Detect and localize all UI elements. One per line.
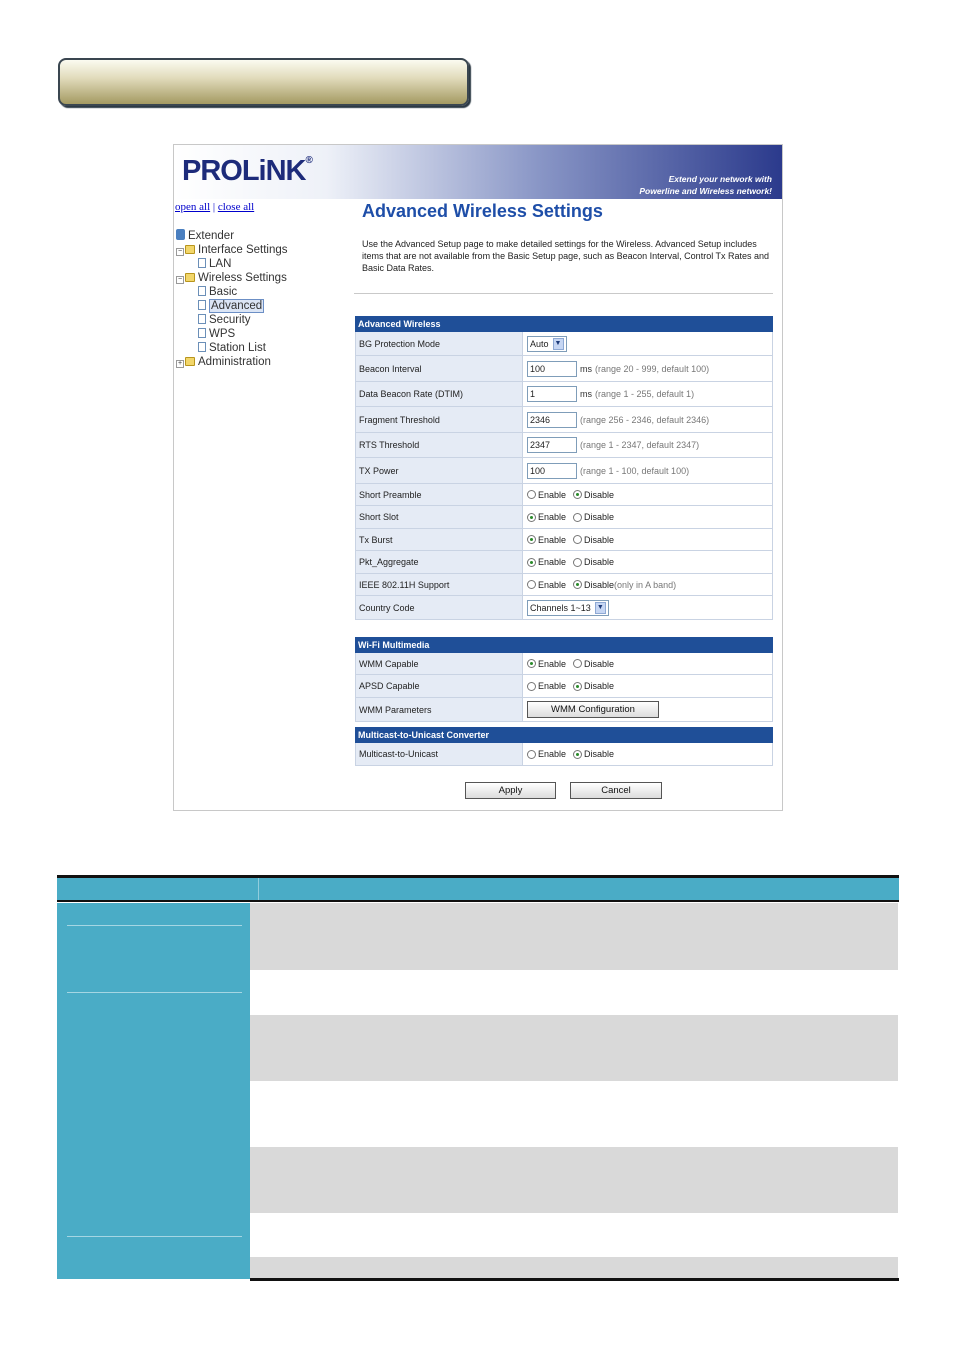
- wmm-configuration-button[interactable]: WMM Configuration: [527, 701, 659, 718]
- page-icon: [198, 300, 206, 310]
- apsd-capable-enable-radio[interactable]: Enable: [527, 681, 566, 691]
- row-ieee-80211h: IEEE 802.11H Support Enable Disable (only in A band): [355, 574, 773, 596]
- ieee-80211h-disable-radio[interactable]: Disable: [573, 580, 614, 590]
- wmm-capable-disable-radio[interactable]: Disable: [573, 659, 614, 669]
- collapse-icon[interactable]: −: [177, 248, 183, 255]
- pkt-aggregate-enable-radio[interactable]: Enable: [527, 557, 566, 567]
- row-wmm-capable: WMM Capable Enable Disable: [355, 653, 773, 675]
- nav-item-administration[interactable]: + Administration: [177, 356, 271, 368]
- nav-item-interface-settings[interactable]: − Interface Settings: [177, 244, 288, 256]
- multicast-disable-radio[interactable]: Disable: [573, 749, 614, 759]
- section-header: Wi-Fi Multimedia: [355, 637, 773, 653]
- multicast-enable-radio[interactable]: Enable: [527, 749, 566, 759]
- section-title-bar: [58, 58, 469, 106]
- nav-item-extender[interactable]: Extender: [176, 229, 288, 243]
- short-preamble-disable-radio[interactable]: Disable: [573, 490, 614, 500]
- apsd-capable-disable-radio[interactable]: Disable: [573, 681, 614, 691]
- close-all-link[interactable]: close all: [217, 201, 255, 213]
- row-fragment-threshold: Fragment Threshold 2346 (range 256 - 2346, default 2346): [355, 407, 773, 433]
- row-wmm-parameters: WMM Parameters WMM Configuration: [355, 698, 773, 722]
- divider: [354, 293, 773, 294]
- pkt-aggregate-disable-radio[interactable]: Disable: [573, 557, 614, 567]
- chevron-down-icon: ▼: [553, 338, 564, 350]
- page-icon: [198, 314, 206, 324]
- page-icon: [198, 328, 206, 338]
- wmm-capable-enable-radio[interactable]: Enable: [527, 659, 566, 669]
- rts-threshold-input[interactable]: 2347: [527, 437, 577, 453]
- row-country-code: Country Code Channels 1~13 ▼: [355, 596, 773, 620]
- page-icon: [198, 286, 206, 296]
- row-apsd-capable: APSD Capable Enable Disable: [355, 675, 773, 698]
- row-short-slot: Short Slot Enable Disable: [355, 506, 773, 529]
- table-row-shaded: [250, 1015, 898, 1081]
- tx-power-input[interactable]: 100: [527, 463, 577, 479]
- page-title: Advanced Wireless Settings: [362, 201, 603, 221]
- tx-burst-enable-radio[interactable]: Enable: [527, 535, 566, 545]
- short-preamble-enable-radio[interactable]: Enable: [527, 490, 566, 500]
- row-pkt-aggregate: Pkt_Aggregate Enable Disable: [355, 551, 773, 574]
- ieee-80211h-enable-radio[interactable]: Enable: [527, 580, 566, 590]
- extender-icon: [176, 229, 185, 240]
- row-tx-power: TX Power 100 (range 1 - 100, default 100): [355, 458, 773, 484]
- section-header: Advanced Wireless: [355, 316, 773, 332]
- multicast-panel: [355, 727, 773, 766]
- table-label-cell: [57, 903, 250, 970]
- table-row-shaded: [250, 1147, 898, 1213]
- nav-item-basic[interactable]: Basic: [176, 285, 288, 299]
- prolink-logo: PROLiNK®: [182, 155, 312, 187]
- folder-icon: [185, 245, 195, 254]
- bg-protection-select[interactable]: Auto ▼: [527, 336, 567, 352]
- row-tx-burst: Tx Burst Enable Disable: [355, 529, 773, 551]
- row-multicast-to-unicast: Multicast-to-Unicast Enable Disable: [355, 743, 773, 766]
- open-all-link[interactable]: open all: [175, 201, 211, 213]
- tree-controls: open all | close all: [175, 201, 255, 213]
- country-code-select[interactable]: Channels 1~13 ▼: [527, 600, 609, 616]
- nav-item-wps[interactable]: WPS: [176, 327, 288, 341]
- page-intro: Use the Advanced Setup page to make detailed settings for the Wireless. Advanced Setup includes items that are not available from the Basic Setup page, such as Beacon Interval, Control Tx Rates and Basic Data Rates.: [362, 239, 770, 273]
- apply-button[interactable]: Apply: [465, 782, 556, 799]
- nav-tree: [176, 229, 288, 369]
- nav-item-station-list[interactable]: Station List: [176, 341, 288, 355]
- row-rts-threshold: RTS Threshold 2347 (range 1 - 2347, default 2347): [355, 433, 773, 458]
- tx-burst-disable-radio[interactable]: Disable: [573, 535, 614, 545]
- prolink-banner: [174, 145, 782, 199]
- nav-item-advanced[interactable]: Advanced: [176, 299, 288, 313]
- beacon-interval-input[interactable]: 100: [527, 361, 577, 377]
- cancel-button[interactable]: Cancel: [570, 782, 662, 799]
- page-icon: [198, 258, 206, 268]
- fragment-threshold-input[interactable]: 2346: [527, 412, 577, 428]
- nav-item-wireless-settings[interactable]: − Wireless Settings: [177, 272, 287, 284]
- expand-icon[interactable]: +: [177, 360, 183, 367]
- section-header: Multicast-to-Unicast Converter: [355, 727, 773, 743]
- banner-tagline: Extend your network with Powerline and Wireless network!: [639, 174, 772, 196]
- nav-item-lan[interactable]: LAN: [176, 257, 288, 271]
- row-dtim: Data Beacon Rate (DTIM) 1 ms (range 1 - 255, default 1): [355, 382, 773, 407]
- advanced-wireless-panel: [355, 316, 773, 620]
- folder-icon: [185, 357, 195, 366]
- table-row-shaded: [250, 1257, 898, 1278]
- row-bg-protection: BG Protection Mode Auto ▼: [355, 332, 773, 356]
- dtim-input[interactable]: 1: [527, 386, 577, 402]
- collapse-icon[interactable]: −: [177, 276, 183, 283]
- table-header: [57, 875, 899, 902]
- table-bottom-border: [250, 1278, 899, 1281]
- table-row-shaded: [250, 903, 898, 970]
- chevron-down-icon: ▼: [595, 602, 606, 614]
- row-short-preamble: Short Preamble Enable Disable: [355, 484, 773, 506]
- folder-icon: [185, 273, 195, 282]
- table-label-cell: [57, 1015, 250, 1279]
- wmm-panel: [355, 637, 773, 722]
- short-slot-enable-radio[interactable]: Enable: [527, 512, 566, 522]
- table-label-cell: [57, 970, 250, 1015]
- nav-item-security[interactable]: Security: [176, 313, 288, 327]
- row-beacon-interval: Beacon Interval 100 ms (range 20 - 999, default 100): [355, 356, 773, 382]
- page-icon: [198, 342, 206, 352]
- short-slot-disable-radio[interactable]: Disable: [573, 512, 614, 522]
- router-config-screenshot: [173, 144, 783, 811]
